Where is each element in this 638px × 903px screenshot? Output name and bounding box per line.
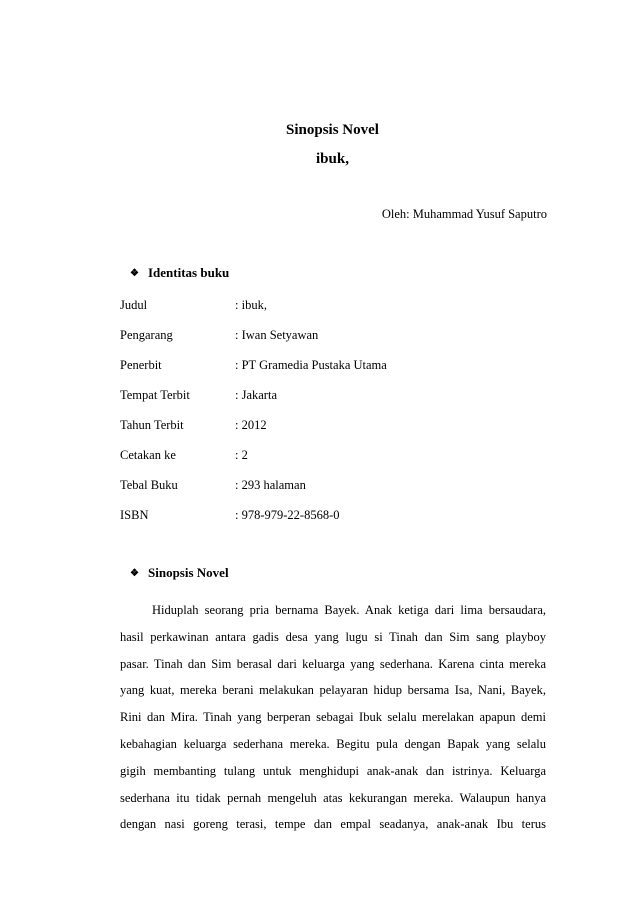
diamond-bullet-icon: ❖ [130, 267, 139, 279]
identity-row [120, 478, 540, 508]
identity-row [120, 388, 540, 418]
identity-label: Tahun Terbit [120, 418, 184, 432]
identity-table [120, 298, 540, 538]
synopsis-line: hasil perkawinan antara gadis desa yang lugu si Tinah dan Sim sang playboy [120, 629, 546, 644]
synopsis-paragraph [120, 597, 546, 838]
identity-row [120, 418, 540, 448]
synopsis-line: dengan nasi goreng terasi, tempe dan empal seadanya, anak-anak Ibu terus [120, 817, 546, 832]
identity-label: Cetakan ke [120, 448, 176, 462]
identity-label: ISBN [120, 508, 149, 522]
synopsis-line: pasar. Tinah dan Sim berasal dari keluarga yang sederhana. Karena cinta mereka [120, 656, 546, 671]
identity-label: Pengarang [120, 328, 173, 342]
identity-value: : ibuk, [235, 298, 267, 312]
identity-value: : 978-979-22-8568-0 [235, 508, 340, 522]
synopsis-heading [130, 565, 229, 581]
document-title: Sinopsis Novel [286, 122, 379, 138]
synopsis-line: Hiduplah seorang pria bernama Bayek. Anak ketiga dari lima bersaudara, [152, 603, 546, 617]
identity-label: Penerbit [120, 358, 162, 372]
identity-label: Tebal Buku [120, 478, 178, 492]
identity-value: : 293 halaman [235, 478, 306, 492]
identity-value: : PT Gramedia Pustaka Utama [235, 358, 387, 372]
identity-row [120, 358, 540, 388]
synopsis-line: sederhana itu tidak pernah mengeluh atas kekurangan mereka. Walaupun hanya [120, 790, 546, 805]
identity-value: : 2012 [235, 418, 267, 432]
synopsis-line: Rini dan Mira. Tinah yang berperan sebagai Ibuk selalu merelakan apapun demi [120, 710, 546, 725]
identity-heading-label: Identitas buku [148, 265, 230, 280]
identity-heading [130, 265, 229, 281]
identity-value: : Iwan Setyawan [235, 328, 319, 342]
synopsis-line: yang kuat, mereka berani melakukan pelayaran hidup bersama Isa, Nani, Bayek, [120, 683, 546, 698]
document-subtitle: ibuk, [316, 151, 349, 167]
synopsis-line: kebahagian keluarga sederhana mereka. Begitu pula dengan Bapak yang selalu [120, 736, 546, 751]
identity-row [120, 508, 540, 538]
synopsis-line: gigih membanting tulang untuk menghidupi anak-anak dan istrinya. Keluarga [120, 763, 546, 778]
synopsis-heading-label: Sinopsis Novel [148, 565, 229, 580]
identity-value: : 2 [235, 448, 248, 462]
identity-row [120, 448, 540, 478]
identity-label: Tempat Terbit [120, 388, 190, 402]
identity-row [120, 298, 540, 328]
identity-row [120, 328, 540, 358]
author-line: Oleh: Muhammad Yusuf Saputro [381, 207, 547, 221]
identity-value: : Jakarta [235, 388, 277, 402]
identity-label: Judul [120, 298, 148, 312]
diamond-bullet-icon: ❖ [130, 567, 139, 579]
